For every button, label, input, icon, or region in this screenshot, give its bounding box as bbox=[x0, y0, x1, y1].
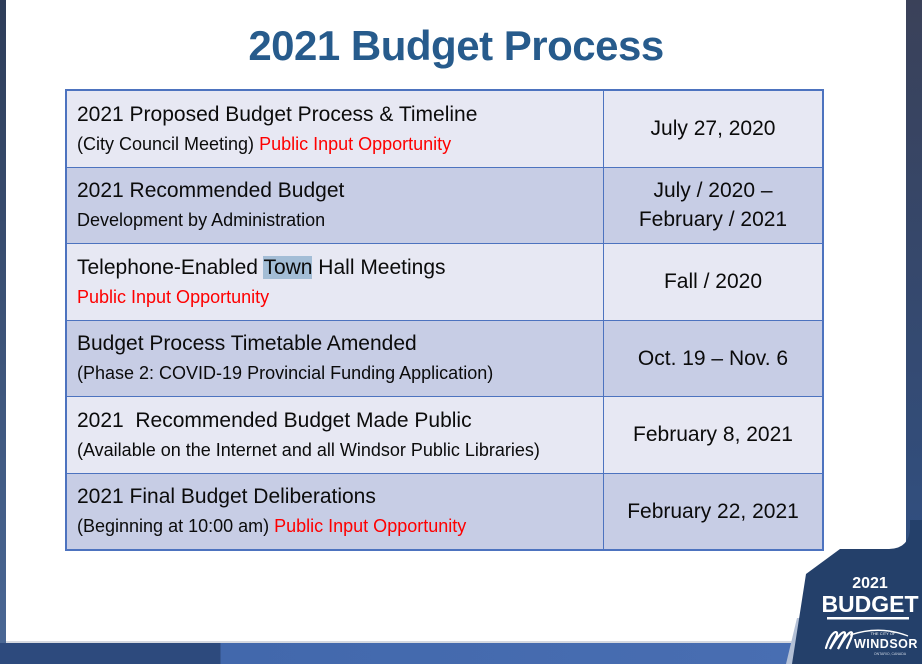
table-row bbox=[67, 397, 822, 474]
page-title: 2021 Budget Process bbox=[248, 22, 664, 69]
windsor-city-of: THE CITY OF bbox=[870, 631, 896, 636]
badge-divider bbox=[827, 617, 909, 620]
event-cell bbox=[67, 474, 604, 550]
date-cell: July / 2020 – February / 2021 bbox=[638, 179, 788, 232]
event-subtitle: (Available on the Internet and all Windsor Public Libraries) bbox=[77, 439, 540, 460]
date-cell: Fall / 2020 bbox=[663, 270, 763, 294]
table-row bbox=[67, 321, 822, 398]
event-cell bbox=[67, 397, 604, 473]
public-input-note: Public Input Opportunity bbox=[274, 516, 467, 537]
badge-label: BUDGET bbox=[821, 591, 919, 617]
public-input-note: Public Input Opportunity bbox=[259, 133, 452, 154]
table-row bbox=[67, 244, 822, 321]
event-title: 2021 Recommended Budget Made Public bbox=[77, 408, 472, 432]
event-subtitle: (Phase 2: COVID-19 Provincial Funding Application) bbox=[77, 363, 494, 384]
event-cell bbox=[67, 321, 604, 397]
date-cell: July 27, 2020 bbox=[650, 117, 776, 141]
event-title: Budget Process Timetable Amended bbox=[77, 332, 417, 356]
badge-year: 2021 bbox=[852, 575, 888, 592]
event-subtitle: (Beginning at 10:00 am) Public Input Opportunity bbox=[77, 516, 467, 537]
date-cell: February 8, 2021 bbox=[633, 423, 793, 447]
event-title: 2021 Final Budget Deliberations bbox=[77, 485, 376, 509]
date-cell: February 22, 2021 bbox=[627, 499, 799, 523]
event-title: 2021 Recommended Budget bbox=[77, 179, 345, 203]
event-subtitle bbox=[77, 283, 595, 311]
date-cell: Oct. 19 – Nov. 6 bbox=[637, 346, 789, 370]
town-highlight: Town bbox=[263, 255, 313, 279]
table-row bbox=[67, 168, 822, 245]
event-cell bbox=[67, 168, 604, 244]
windsor-ontario: ONTARIO, CANADA bbox=[873, 652, 907, 656]
event-subtitle: (City Council Meeting) Public Input Opportunity bbox=[77, 133, 452, 154]
event-subtitle: Development by Administration bbox=[77, 210, 326, 231]
event-title: Telephone-Enabled Town Hall Meetings bbox=[77, 255, 446, 279]
windsor-name: WINDSOR bbox=[854, 637, 918, 651]
left-edge-strip bbox=[0, 0, 6, 664]
table-row bbox=[67, 91, 822, 168]
budget-schedule-table bbox=[65, 89, 824, 551]
event-cell bbox=[67, 244, 604, 320]
table-row bbox=[67, 474, 822, 550]
event-cell bbox=[67, 91, 604, 167]
event-title: 2021 Proposed Budget Process & Timeline bbox=[77, 102, 478, 126]
budget-badge bbox=[770, 520, 922, 664]
public-input-note: Public Input Opportunity bbox=[77, 286, 270, 307]
